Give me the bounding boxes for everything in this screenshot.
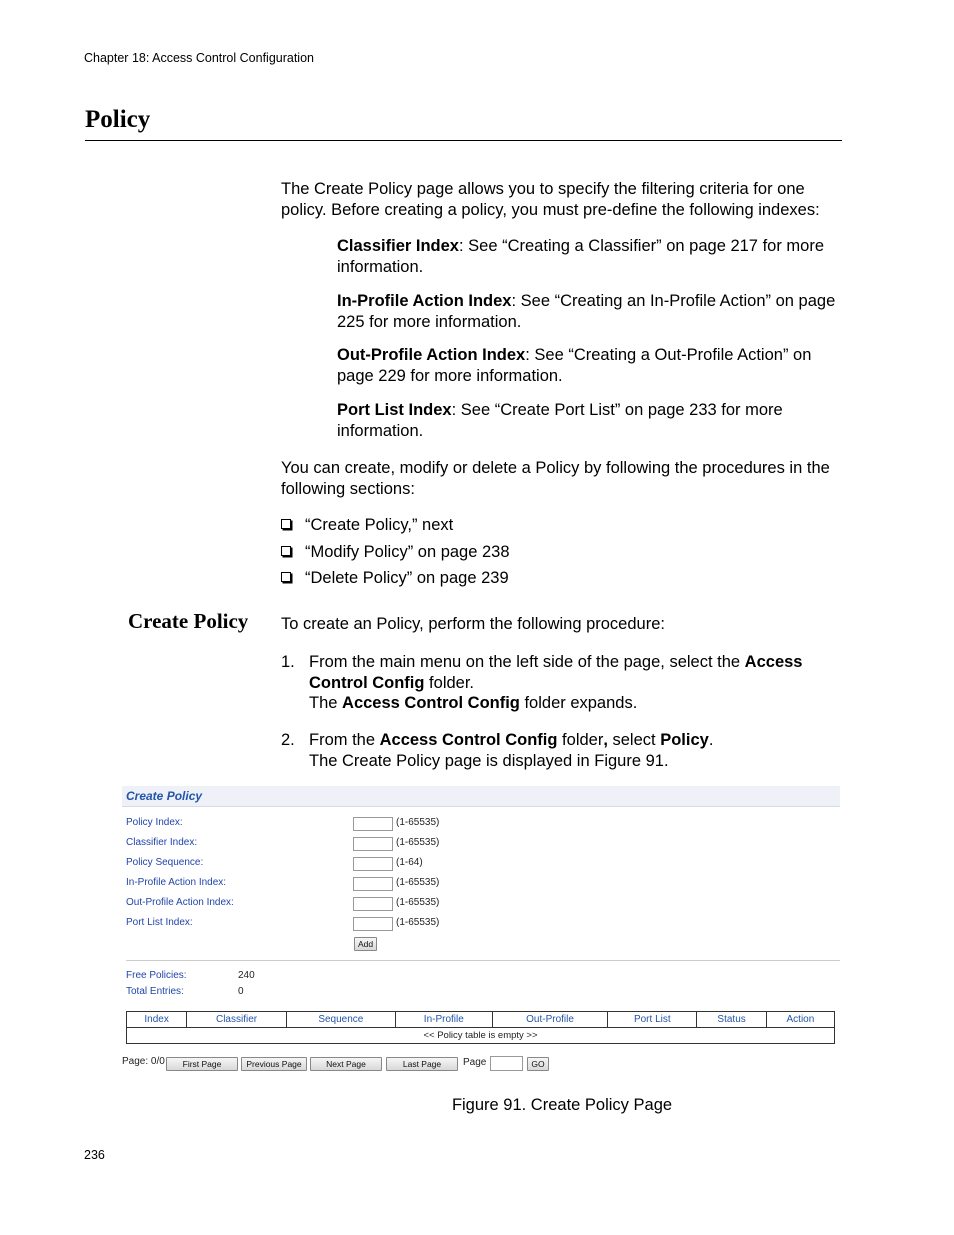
- definition-port-list: [337, 400, 847, 441]
- policy-sequence-input[interactable]: [353, 857, 393, 871]
- definition-term: Out-Profile Action Index: [337, 346, 526, 364]
- port-list-index-input[interactable]: [353, 917, 393, 931]
- last-page-button[interactable]: Last Page: [386, 1057, 458, 1071]
- panel-title: Create Policy: [126, 789, 203, 803]
- column-header-index: Index: [127, 1012, 187, 1028]
- classifier-index-label: Classifier Index:: [126, 837, 198, 848]
- step-2-text: [309, 730, 849, 771]
- bullet-item: [281, 516, 453, 535]
- definition-out-profile: [337, 345, 847, 386]
- empty-table-message: << Policy table is empty >>: [127, 1028, 835, 1044]
- in-profile-action-index-input[interactable]: [353, 877, 393, 891]
- definition-text: : See “Create Port List” on page 233 for more information.: [337, 401, 783, 440]
- page-number: 236: [84, 1148, 105, 1162]
- total-entries-label: Total Entries:: [126, 986, 184, 997]
- definition-in-profile: [337, 291, 847, 332]
- policy-index-range: (1-65535): [396, 817, 440, 828]
- table-row: [127, 1028, 835, 1044]
- step-text-part: The: [309, 694, 343, 712]
- out-profile-action-index-range: (1-65535): [396, 897, 440, 908]
- port-list-index-range: (1-65535): [396, 917, 440, 928]
- step-text-part: folder.: [424, 673, 475, 692]
- step-text-part: From the: [309, 731, 380, 749]
- page-input-label: Page: [463, 1057, 487, 1068]
- definition-term: In-Profile Action Index: [337, 292, 512, 310]
- policy-table: [126, 1011, 835, 1044]
- column-header-classifier: Classifier: [187, 1012, 287, 1028]
- free-policies-value: 240: [238, 970, 255, 981]
- step-text-part: select: [607, 731, 661, 749]
- subsection-title: Create Policy: [128, 609, 249, 633]
- policy-index-input[interactable]: [353, 817, 393, 831]
- definition-term: Classifier Index: [337, 237, 459, 255]
- page-number-input[interactable]: [490, 1056, 523, 1071]
- bullet-item: [281, 569, 509, 588]
- classifier-index-input[interactable]: [353, 837, 393, 851]
- step-number: 1.: [281, 653, 295, 671]
- step-text-part: The Create Policy page is displayed in Figure 91.: [309, 751, 669, 770]
- step-bold-part: ,: [603, 731, 608, 749]
- intro-paragraph: The Create Policy page allows you to specify the filtering criteria for one policy. Before creating a policy, you must pre-define the following indexes:: [281, 180, 820, 219]
- divider: [126, 960, 840, 961]
- step-text-part: From the main menu on the left side of the page, select the: [309, 653, 745, 671]
- definition-term: Port List Index: [337, 401, 452, 419]
- policy-sequence-label: Policy Sequence:: [126, 857, 204, 868]
- total-entries-value: 0: [238, 986, 244, 997]
- definition-text: : See “Creating a Classifier” on page 217 for more information.: [337, 237, 824, 276]
- policy-index-label: Policy Index:: [126, 817, 183, 828]
- checkbox-bullet-icon: [281, 546, 291, 556]
- in-profile-action-index-label: In-Profile Action Index:: [126, 877, 227, 888]
- definition-text: : See “Creating a Out-Profile Action” on page 229 for more information.: [337, 346, 812, 385]
- classifier-index-range: (1-65535): [396, 837, 440, 848]
- bullet-text: “Delete Policy” on page 239: [305, 569, 509, 587]
- bullet-text: “Modify Policy” on page 238: [305, 543, 510, 561]
- step-text-part: folder expands.: [519, 694, 638, 712]
- column-header-port-list: Port List: [608, 1012, 697, 1028]
- step-1-text: [309, 652, 849, 714]
- column-header-in-profile: In-Profile: [395, 1012, 492, 1028]
- create-policy-screenshot: [122, 786, 842, 1076]
- go-button[interactable]: GO: [527, 1057, 549, 1071]
- subsection-intro: To create an Policy, perform the following procedure:: [281, 615, 665, 633]
- step-number: 2.: [281, 731, 295, 749]
- out-profile-action-index-input[interactable]: [353, 897, 393, 911]
- step-text-part: .: [708, 731, 714, 749]
- checkbox-bullet-icon: [281, 519, 291, 529]
- bullet-item: [281, 543, 510, 562]
- in-profile-action-index-range: (1-65535): [396, 877, 440, 888]
- table-header-row: [127, 1012, 835, 1028]
- next-page-button[interactable]: Next Page: [310, 1057, 382, 1071]
- add-button[interactable]: Add: [354, 937, 377, 951]
- step-bold-part: Policy: [660, 731, 709, 749]
- section-title: Policy: [85, 106, 151, 133]
- port-list-index-label: Port List Index:: [126, 917, 193, 928]
- figure-caption: Figure 91. Create Policy Page: [451, 1096, 673, 1114]
- previous-page-button[interactable]: Previous Page: [241, 1057, 307, 1071]
- bullet-text: “Create Policy,” next: [305, 516, 454, 534]
- title-rule: [85, 140, 842, 141]
- step-bold-part: Access Control Config: [379, 731, 558, 749]
- panel-title-bar: [122, 786, 840, 807]
- definition-classifier: [337, 236, 847, 277]
- column-header-action: Action: [766, 1012, 834, 1028]
- first-page-button[interactable]: First Page: [166, 1057, 238, 1071]
- policy-sequence-range: (1-64): [396, 857, 423, 868]
- chapter-header: Chapter 18: Access Control Configuration: [84, 51, 314, 65]
- step-bold-part: Access Control Config: [309, 653, 803, 692]
- step-bold-part: Access Control Config: [342, 694, 520, 712]
- page-indicator: Page: 0/0: [122, 1056, 165, 1067]
- checkbox-bullet-icon: [281, 572, 291, 582]
- procedures-intro: You can create, modify or delete a Policy by following the procedures in the following sections:: [281, 459, 830, 498]
- column-header-out-profile: Out-Profile: [492, 1012, 607, 1028]
- column-header-status: Status: [697, 1012, 766, 1028]
- free-policies-label: Free Policies:: [126, 970, 187, 981]
- step-text-part: folder: [557, 731, 604, 749]
- definition-text: : See “Creating an In-Profile Action” on page 225 for more information.: [337, 292, 836, 331]
- column-header-sequence: Sequence: [286, 1012, 395, 1028]
- out-profile-action-index-label: Out-Profile Action Index:: [126, 897, 234, 908]
